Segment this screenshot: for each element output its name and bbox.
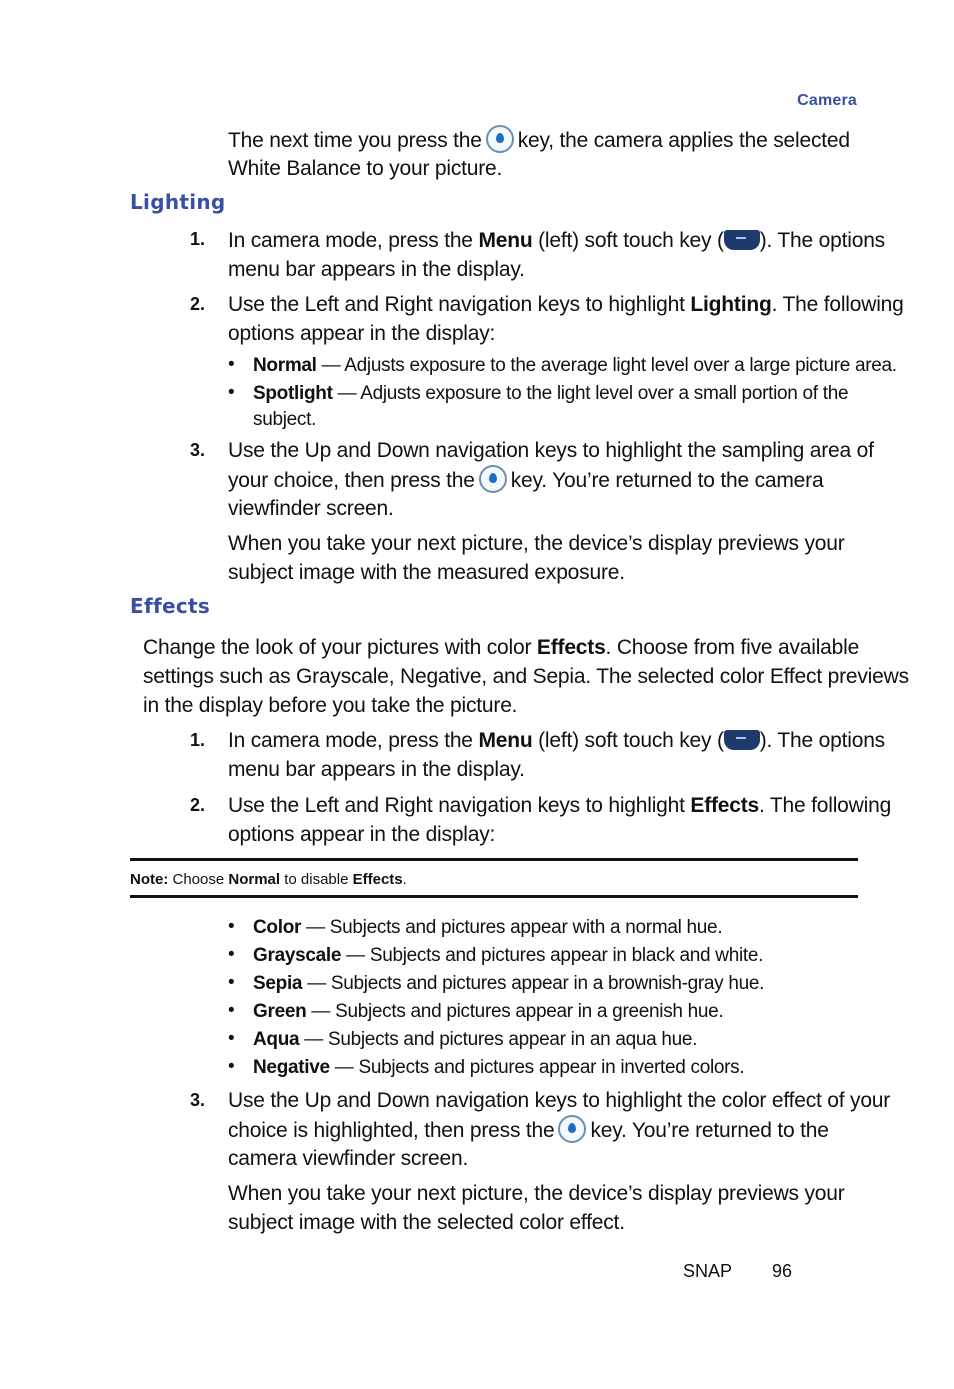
lighting-heading: Lighting (130, 190, 226, 214)
step-text: key. You’re returned to the (590, 1119, 829, 1142)
bullet-term: Negative (253, 1057, 330, 1078)
lighting-term: Lighting (690, 293, 772, 316)
note-text: . (402, 871, 407, 888)
intro-line-1 (228, 125, 850, 155)
bullet-dot: • (228, 944, 235, 965)
step-text: . The following (771, 293, 904, 316)
intro-line-2: White Balance to your picture. (228, 157, 503, 180)
step-text: . The following (759, 794, 892, 817)
effects-bullet-aqua (253, 1027, 697, 1053)
bullet-dot: • (228, 1056, 235, 1077)
note-text: Choose (172, 871, 225, 888)
step-text: In camera mode, press the (228, 229, 473, 252)
effects-step3-line2 (228, 1115, 829, 1145)
ok-key-icon (558, 1115, 586, 1143)
lighting-para-line2: subject image with the measured exposure. (228, 561, 625, 584)
note-top-rule (130, 858, 858, 861)
intro-text-a: The next time you press the (228, 129, 482, 152)
step-text: key. You’re returned to the camera (510, 469, 824, 492)
step-text: (left) soft touch key ( (538, 729, 724, 752)
bullet-term: Green (253, 1001, 307, 1022)
effects-bullet-color (253, 915, 722, 941)
bullet-desc: — Subjects and pictures appear in a brownish-gray hue. (307, 973, 765, 994)
effects-intro-line1 (143, 633, 859, 662)
intro-text-b: key, the camera applies the selected (517, 129, 850, 152)
page-number: 96 (772, 1261, 793, 1281)
lighting-step2-line2: options appear in the display: (228, 322, 496, 345)
bullet-term: Normal (253, 355, 317, 376)
effects-step1-line1 (228, 726, 885, 755)
footer-label: SNAP (683, 1261, 733, 1281)
bullet-desc: — Subjects and pictures appear in black and white. (346, 945, 764, 966)
note-text: to disable (284, 871, 349, 888)
effects-step2-line1 (228, 791, 891, 820)
bullet-desc: — Subjects and pictures appear in an aqua hue. (304, 1029, 698, 1050)
bullet-desc: — Adjusts exposure to the light level over a small portion of the (337, 383, 849, 404)
ok-key-icon (479, 465, 507, 493)
bullet-term: Spotlight (253, 383, 333, 404)
note-bottom-rule (130, 895, 858, 898)
effects-step3-line1: Use the Up and Down navigation keys to highlight the color effect of your (228, 1089, 891, 1112)
left-soft-key-icon (724, 730, 760, 750)
lighting-step1-line1 (228, 226, 885, 255)
intro-text: Change the look of your pictures with color (143, 636, 532, 659)
bullet-dot: • (228, 972, 235, 993)
bullet-desc: — Adjusts exposure to the average light level over a large picture area. (321, 355, 897, 376)
bullet-dot: • (228, 354, 235, 375)
lighting-para-line1: When you take your next picture, the device’s display previews your (228, 532, 845, 555)
lighting-step3-line1: Use the Up and Down navigation keys to highlight the sampling area of (228, 439, 874, 462)
step-text: choice is highlighted, then press the (228, 1119, 555, 1142)
step-text: your choice, then press the (228, 469, 475, 492)
step-number: 1. (190, 229, 206, 249)
lighting-step1-line2: menu bar appears in the display. (228, 258, 525, 281)
effects-term: Effects (690, 794, 760, 817)
note-term: Normal (228, 871, 281, 888)
effects-intro-line2: settings such as Grayscale, Negative, and Sepia. The selected color Effect previews (143, 665, 909, 688)
bullet-dot: • (228, 1028, 235, 1049)
step-text: ). The options (759, 229, 885, 252)
ok-key-icon (486, 125, 514, 153)
effects-term: Effects (536, 636, 606, 659)
intro-text: . Choose from five available (605, 636, 860, 659)
bullet-term: Grayscale (253, 945, 342, 966)
effects-intro-line3: in the display before you take the picture. (143, 694, 518, 717)
effects-bullet-negative (253, 1055, 744, 1081)
menu-term: Menu (478, 229, 533, 252)
bullet-term: Sepia (253, 973, 303, 994)
bullet-dot: • (228, 1000, 235, 1021)
step-text: Use the Left and Right navigation keys to highlight (228, 794, 685, 817)
effects-bullet-grayscale (253, 943, 763, 969)
left-soft-key-icon (724, 230, 760, 250)
note-term: Effects (352, 871, 403, 888)
step-number: 2. (190, 795, 206, 815)
lighting-step3-line3: viewfinder screen. (228, 497, 394, 520)
step-text: In camera mode, press the (228, 729, 473, 752)
lighting-bullet-normal (253, 353, 897, 379)
effects-bullet-sepia (253, 971, 764, 997)
step-number: 3. (190, 1090, 206, 1110)
note-label: Note: (130, 871, 169, 888)
effects-heading: Effects (130, 594, 211, 618)
effects-step2-line2: options appear in the display: (228, 823, 496, 846)
bullet-term: Color (253, 917, 302, 938)
lighting-step3-line2 (228, 465, 823, 495)
lighting-bullet-spotlight (253, 381, 848, 407)
bullet-desc: — Subjects and pictures appear in inverted colors. (334, 1057, 745, 1078)
effects-step3-line3: camera viewfinder screen. (228, 1147, 469, 1170)
note (130, 870, 407, 890)
effects-para-line2: subject image with the selected color effect. (228, 1211, 625, 1234)
effects-bullet-green (253, 999, 723, 1025)
lighting-bullet-spotlight-cont: subject. (253, 409, 317, 430)
step-text: (left) soft touch key ( (538, 229, 724, 252)
bullet-dot: • (228, 382, 235, 403)
bullet-dot: • (228, 916, 235, 937)
bullet-desc: — Subjects and pictures appear with a normal hue. (306, 917, 723, 938)
step-text: ). The options (759, 729, 885, 752)
effects-step1-line2: menu bar appears in the display. (228, 758, 525, 781)
step-number: 3. (190, 440, 206, 460)
running-header: Camera (797, 92, 857, 109)
menu-term: Menu (478, 729, 533, 752)
step-number: 2. (190, 294, 206, 314)
step-text: Use the Left and Right navigation keys to highlight (228, 293, 685, 316)
bullet-term: Aqua (253, 1029, 300, 1050)
step-number: 1. (190, 730, 206, 750)
lighting-step2-line1 (228, 290, 904, 319)
effects-para-line1: When you take your next picture, the device’s display previews your (228, 1182, 845, 1205)
bullet-desc: — Subjects and pictures appear in a greenish hue. (311, 1001, 724, 1022)
